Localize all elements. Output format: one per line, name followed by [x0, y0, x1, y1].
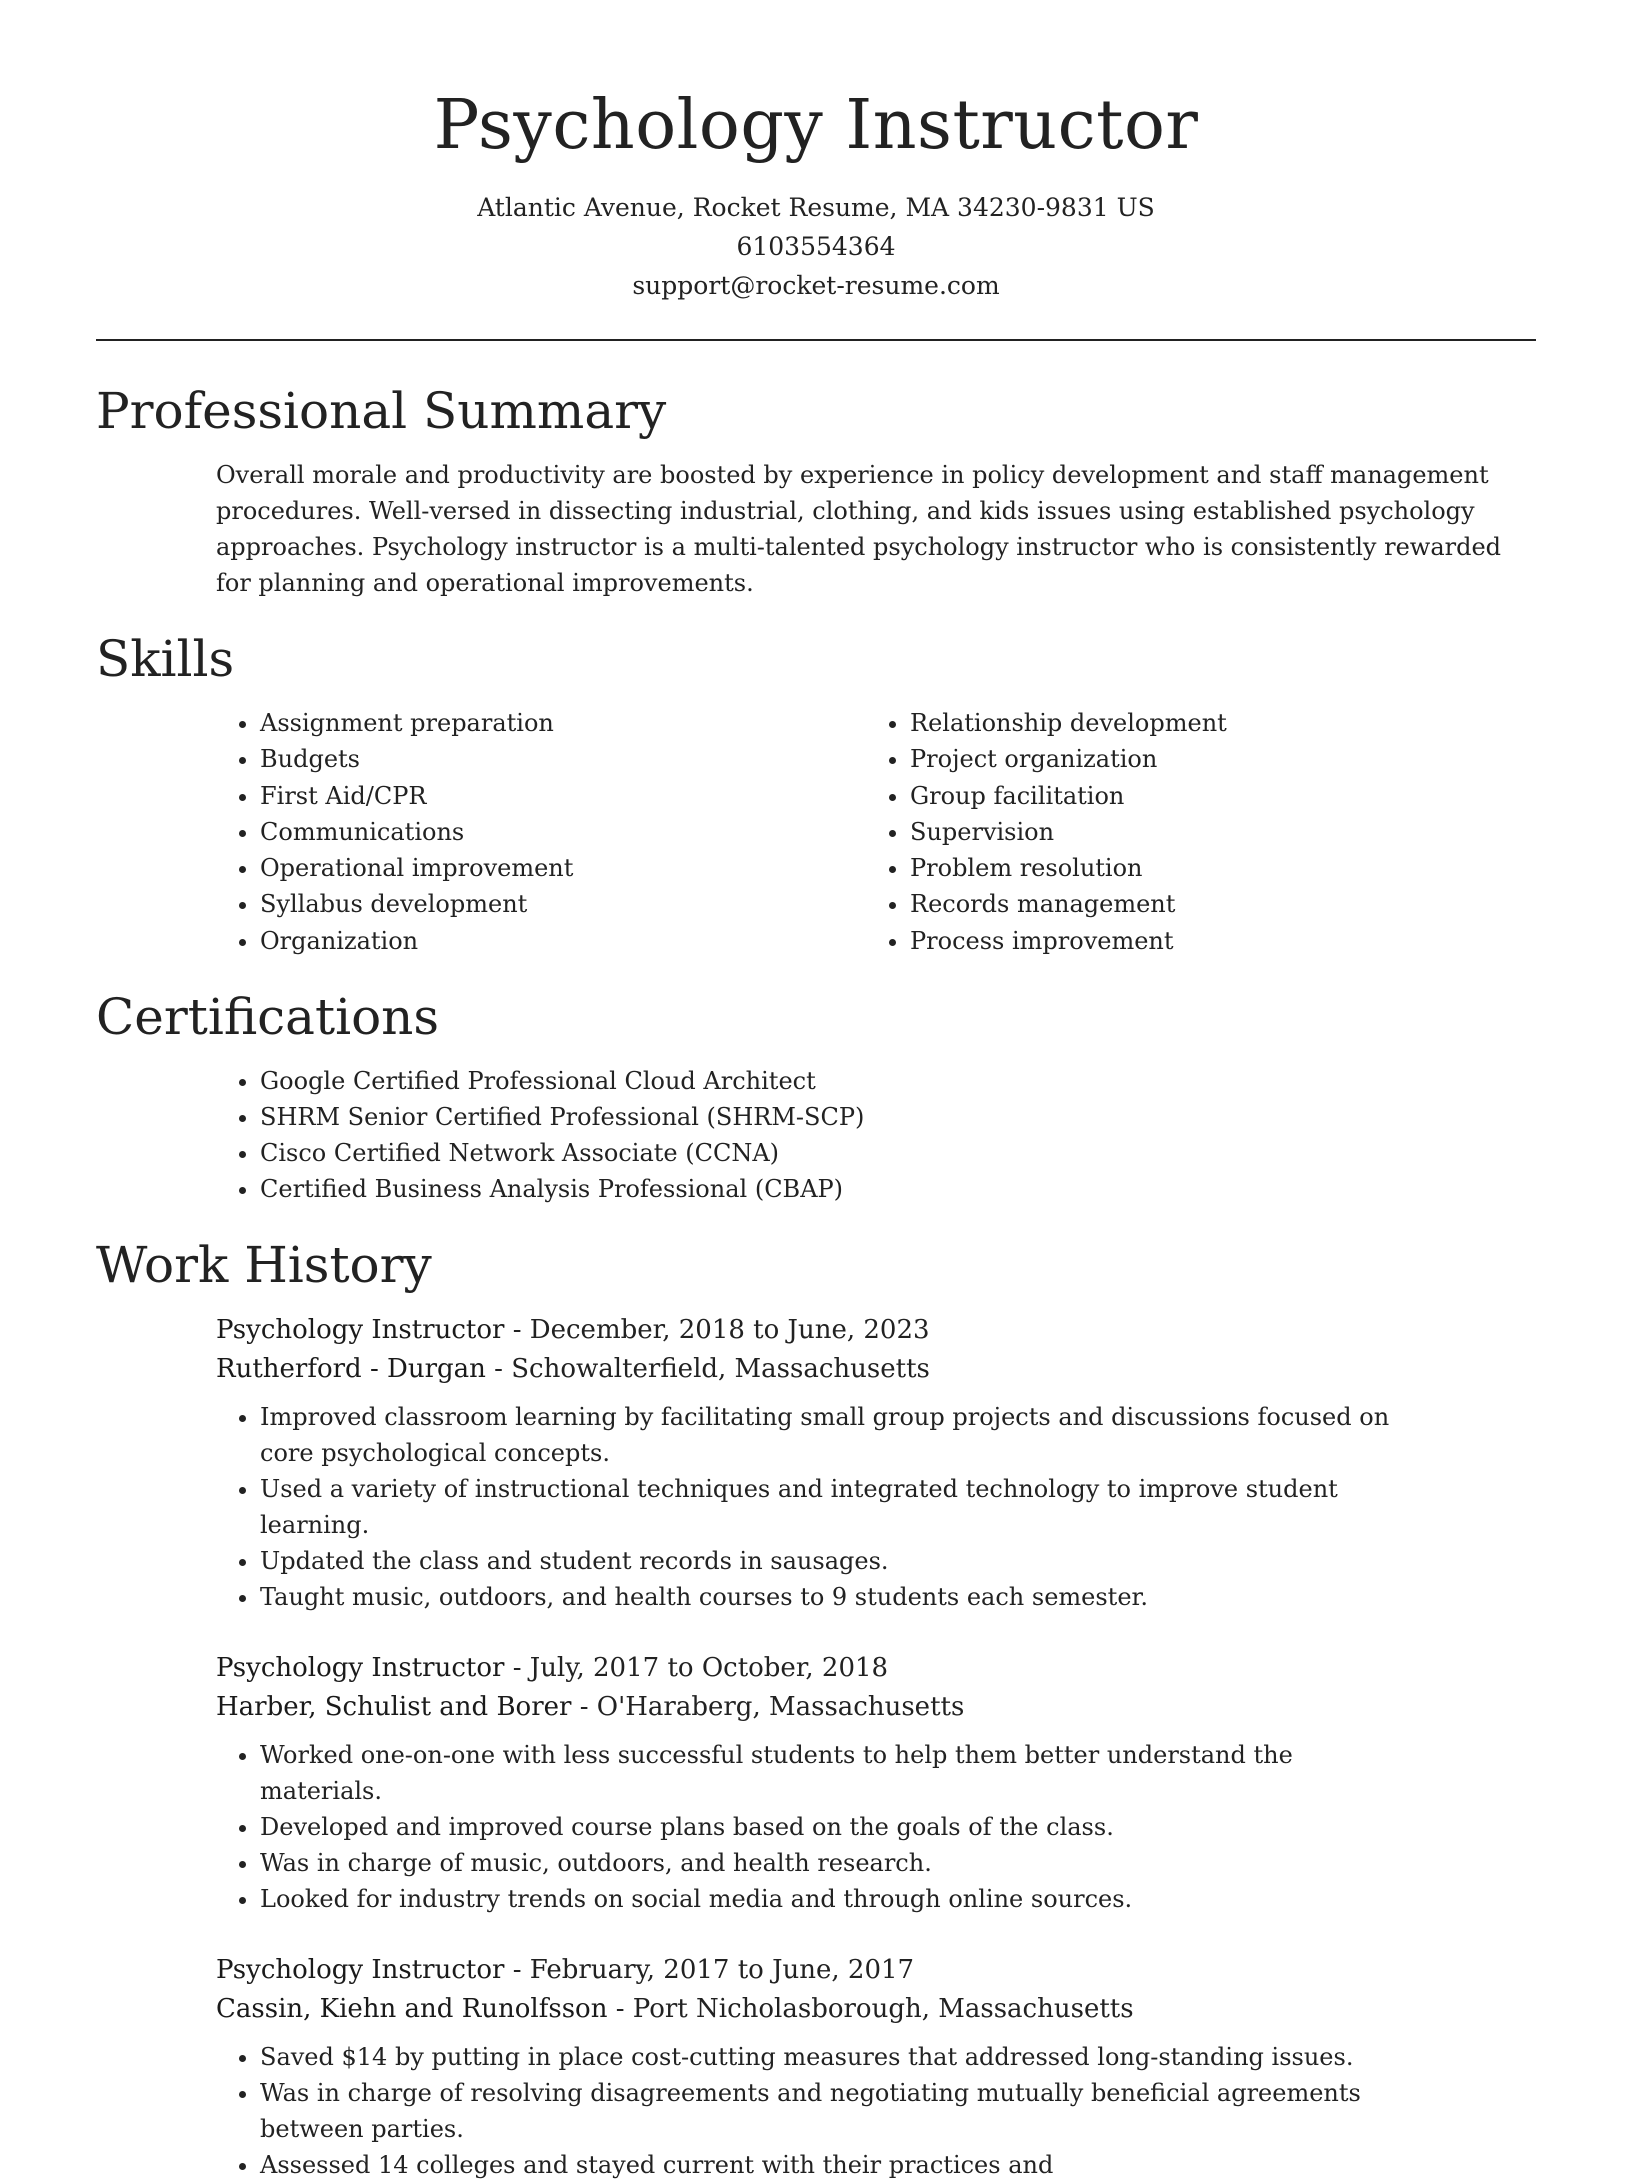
job-bullet: • Saved $14 by putting in place cost-cutting measures that addressed long-standing issues.	[260, 2039, 1406, 2075]
job-bullet: • Taught music, outdoors, and health courses to 9 students each semester.	[260, 1579, 1406, 1615]
work-history-title: Work History	[96, 1236, 432, 1295]
job-company-line: Harber, Schulist and Borer - O'Haraberg, Massachusetts	[216, 1692, 965, 1723]
job-company-line: Rutherford - Durgan - Schowalterfield, Massachusetts	[216, 1354, 930, 1385]
skill-item: • Syllabus development	[260, 886, 866, 922]
skill-item: • Problem resolution	[910, 850, 1516, 886]
job-bullet: • Assessed 14 colleges and stayed current with their practices and	[260, 2147, 1406, 2183]
job-entry	[216, 1311, 1536, 1615]
contact-address: Atlantic Avenue, Rocket Resume, MA 34230-9831 US	[477, 193, 1155, 222]
skill-item: • Assignment preparation	[260, 705, 866, 741]
job-company: Harber, Schulist and Borer	[216, 1692, 572, 1723]
job-title-line: Psychology Instructor - December, 2018 to June, 2023	[216, 1315, 930, 1346]
job-bullet-list	[216, 2039, 1406, 2183]
work-history-section	[96, 1233, 1536, 2183]
job-entry	[216, 1649, 1536, 1917]
contact-email: support@rocket-resume.com	[632, 271, 1000, 300]
resume-header	[96, 0, 1536, 305]
job-bullet-list	[216, 1399, 1406, 1615]
skills-column-right	[866, 705, 1516, 959]
job-title-line: Psychology Instructor - February, 2017 to June, 2017	[216, 1955, 915, 1986]
job-role: Psychology Instructor	[216, 1315, 505, 1346]
job-entry	[216, 1951, 1536, 2183]
job-role: Psychology Instructor	[216, 1955, 505, 1986]
summary-text: Overall morale and productivity are boosted by experience in policy development and staff management procedures. Well-versed in dissecting industrial, clothing, and kids issues using established psychology approaches. Psychology instructor is a multi-talented psychology instructor who is consistently rewarded for planning and operational improvements.	[216, 461, 1502, 597]
summary-title: Professional Summary	[96, 382, 667, 440]
certifications-section	[96, 985, 1536, 1207]
job-location: Port Nicholasborough, Massachusetts	[632, 1994, 1134, 2025]
skill-item: • Operational improvement	[260, 850, 866, 886]
certifications-title: Certifications	[96, 988, 440, 1047]
skill-item: • Project organization	[910, 741, 1516, 777]
job-bullet: • Was in charge of music, outdoors, and health research.	[260, 1845, 1406, 1881]
job-role: Psychology Instructor	[216, 1653, 505, 1684]
header-divider	[96, 339, 1536, 341]
skill-item: • Records management	[910, 886, 1516, 922]
skills-section	[96, 627, 1536, 959]
skills-column-left	[216, 705, 866, 959]
job-bullet: • Was in charge of resolving disagreements and negotiating mutually beneficial agreements between parties.	[260, 2075, 1406, 2147]
job-dates: July, 2017 to October, 2018	[529, 1653, 889, 1684]
job-bullet: • Worked one-on-one with less successful students to help them better understand the materials.	[260, 1737, 1406, 1809]
job-location: Schowalterfield, Massachusetts	[511, 1354, 930, 1385]
job-bullet: • Improved classroom learning by facilitating small group projects and discussions focused on core psychological concepts.	[260, 1399, 1406, 1471]
skill-item: • First Aid/CPR	[260, 778, 866, 814]
contact-block	[96, 188, 1536, 305]
skill-item: • Organization	[260, 923, 866, 959]
summary-section	[96, 379, 1536, 601]
skill-item: • Relationship development	[910, 705, 1516, 741]
job-location: O'Haraberg, Massachusetts	[596, 1692, 965, 1723]
contact-phone: 6103554364	[736, 232, 896, 261]
job-bullet: • Used a variety of instructional techniques and integrated technology to improve student learning.	[260, 1471, 1406, 1543]
skill-item: • Supervision	[910, 814, 1516, 850]
certification-item: • Google Certified Professional Cloud Architect	[260, 1063, 1536, 1099]
skill-item: • Budgets	[260, 741, 866, 777]
certification-item: • Certified Business Analysis Professional (CBAP)	[260, 1171, 1536, 1207]
candidate-name: Psychology Instructor	[433, 86, 1199, 165]
job-company: Rutherford - Durgan	[216, 1354, 486, 1385]
skill-item: • Process improvement	[910, 923, 1516, 959]
skill-item: • Group facilitation	[910, 778, 1516, 814]
job-dates: February, 2017 to June, 2017	[529, 1955, 915, 1986]
job-bullet-list	[216, 1737, 1406, 1917]
job-company: Cassin, Kiehn and Runolfsson	[216, 1994, 608, 2025]
job-dates: December, 2018 to June, 2023	[529, 1315, 930, 1346]
job-company-line: Cassin, Kiehn and Runolfsson - Port Nicholasborough, Massachusetts	[216, 1994, 1134, 2025]
job-bullet: • Developed and improved course plans based on the goals of the class.	[260, 1809, 1406, 1845]
skills-title: Skills	[96, 630, 235, 688]
skill-item: • Communications	[260, 814, 866, 850]
certifications-list	[216, 1063, 1536, 1207]
job-bullet: • Looked for industry trends on social media and through online sources.	[260, 1881, 1406, 1917]
certification-item: • Cisco Certified Network Associate (CCNA)	[260, 1135, 1536, 1171]
job-title-line: Psychology Instructor - July, 2017 to October, 2018	[216, 1653, 889, 1684]
certification-item: • SHRM Senior Certified Professional (SHRM-SCP)	[260, 1099, 1536, 1135]
skills-grid	[216, 705, 1536, 959]
job-bullet: • Updated the class and student records in sausages.	[260, 1543, 1406, 1579]
